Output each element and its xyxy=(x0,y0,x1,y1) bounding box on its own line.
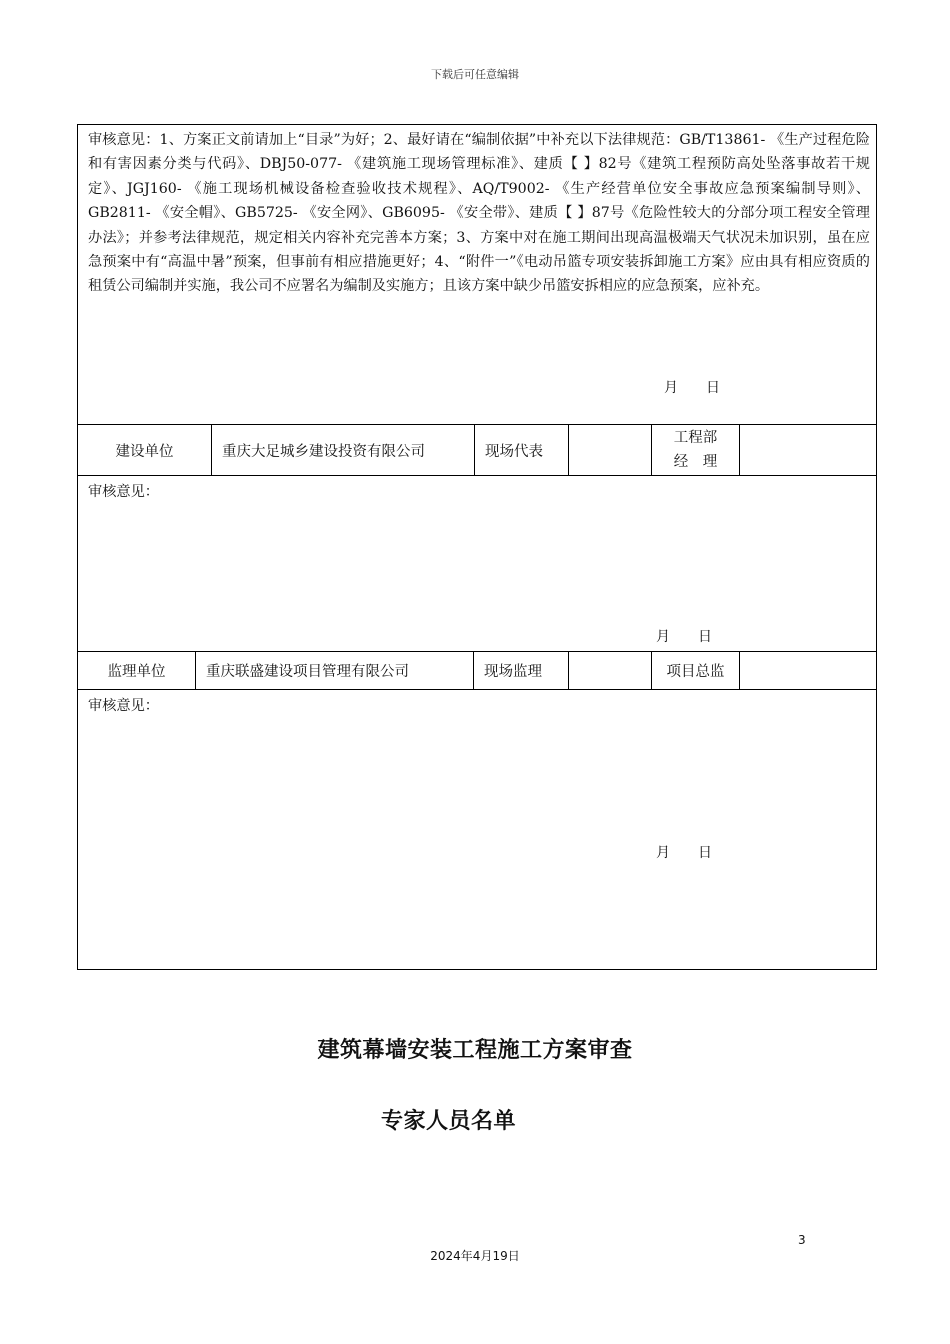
footer-date: 2024年4月19日 xyxy=(430,1249,520,1263)
review-date-1: 月 日 xyxy=(664,380,720,396)
supervision-unit-row xyxy=(78,651,876,690)
supervision-unit-value: 重庆联盛建设项目管理有限公司 xyxy=(196,652,474,689)
site-representative-value xyxy=(569,425,652,475)
review-form-table xyxy=(77,124,877,970)
document-title: 建筑幕墙安装工程施工方案审查 xyxy=(317,1038,633,1063)
construction-unit-value: 重庆大足城乡建设投资有限公司 xyxy=(212,425,475,475)
review-opinion-text: 审核意见：1、方案正文前请加上“目录”为好；2、最好请在“编制依据”中补充以下法律规范：GB/T13861- 《生产过程危险和有害因素分类与代码》、DBJ50-077- 《建筑施工现场管理标准》、建质【 】82号《建筑工程预防高处坠落事故若干规定》、JGJ160- 《施工现场机械设备检查验收技术规程》、AQ/T9002- 《生产经营单位安全事故应急预案编制导则》、GB2811- 《安全帽》、GB5725- 《安全网》、GB6095- 《安全带》、建质【 】87号《危险性较大的分部分项工程安全管理办法》；并参考法律规范，规定相关内容补充完善本方案；3、方案中对在施工期间出现高温极端天气状况未加识别，虽在应急预案中有“高温中暑”预案，但事前有相应措施更好；4、“附件一”《电动吊篮专项安装拆卸施工方案》应由具有相应资质的租赁公司编制并实施，我公司不应署名为编制及实施方；且该方案中缺少吊篮安拆相应的应急预案，应补充。 xyxy=(88,132,870,295)
review-section-2 xyxy=(78,476,876,651)
page-number: 3 xyxy=(798,1233,806,1247)
chief-supervisor-value xyxy=(740,652,876,689)
site-representative-label: 现场代表 xyxy=(475,425,569,475)
project-manager-label-line2: 经 理 xyxy=(673,454,718,470)
construction-unit-label: 建设单位 xyxy=(78,425,212,475)
project-manager-label-line1: 工程部 xyxy=(673,430,718,446)
review-opinion-label-3: 审核意见： xyxy=(88,698,159,714)
review-section-1 xyxy=(78,125,876,425)
site-supervisor-label: 现场监理 xyxy=(474,652,569,689)
construction-unit-row xyxy=(78,424,876,476)
project-manager-value xyxy=(740,425,876,475)
review-opinion-label-2: 审核意见： xyxy=(88,484,159,500)
header-note: 下载后可任意编辑 xyxy=(431,68,519,81)
review-date-2: 月 日 xyxy=(656,629,712,645)
project-manager-label xyxy=(652,425,740,475)
supervision-unit-label: 监理单位 xyxy=(78,652,196,689)
chief-supervisor-label: 项目总监 xyxy=(652,652,740,689)
site-supervisor-value xyxy=(569,652,652,689)
document-subtitle: 专家人员名单 xyxy=(381,1109,517,1134)
review-date-3: 月 日 xyxy=(656,845,712,861)
review-section-3 xyxy=(78,690,876,969)
